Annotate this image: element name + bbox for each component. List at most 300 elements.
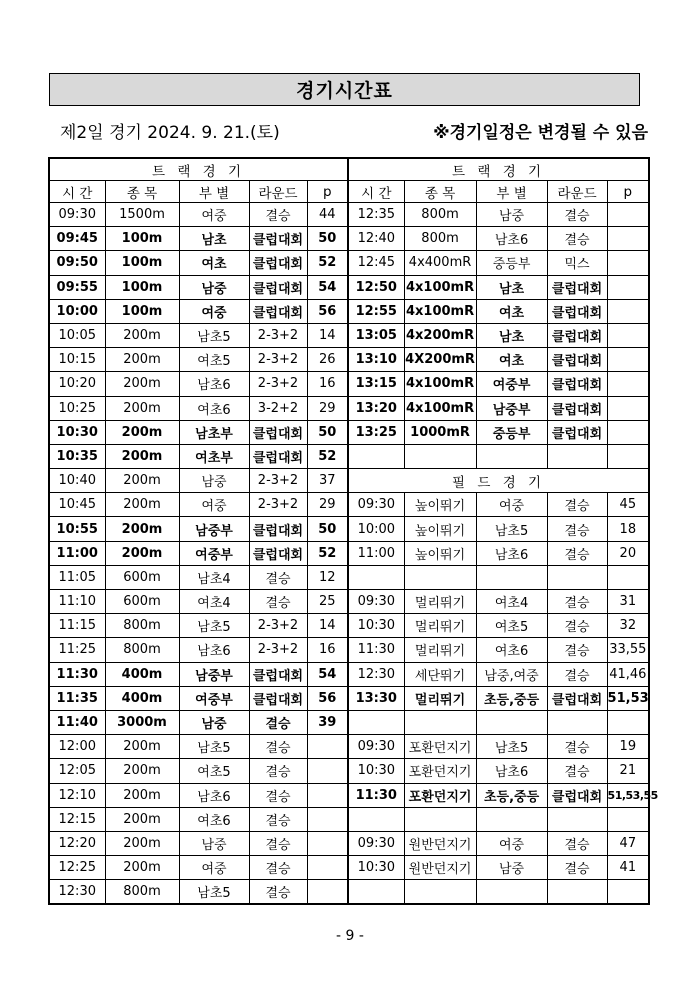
- event-cell: 멀리뛰기: [404, 590, 476, 614]
- table-row: [49, 348, 649, 372]
- time-cell: 10:30: [49, 420, 105, 444]
- page-cell: [307, 856, 348, 880]
- event-cell: 포환던지기: [404, 735, 476, 759]
- division-cell: 여초6: [179, 396, 249, 420]
- division-cell: 중등부: [476, 420, 547, 444]
- time-cell: 13:20: [348, 396, 404, 420]
- page-cell: [607, 710, 649, 734]
- column-header-row: [49, 181, 649, 203]
- division-cell: 남중부: [179, 517, 249, 541]
- division-cell: [476, 807, 547, 831]
- column-header: 시 간: [49, 181, 105, 203]
- event-cell: [404, 565, 476, 589]
- time-cell: 09:30: [348, 735, 404, 759]
- round-cell: 클럽대회: [249, 517, 307, 541]
- round-cell: 결승: [547, 493, 607, 517]
- round-cell: 클럽대회: [547, 323, 607, 347]
- table-row: [49, 323, 649, 347]
- round-cell: 결승: [249, 203, 307, 227]
- table-row: [49, 203, 649, 227]
- division-cell: 남초6: [179, 638, 249, 662]
- division-cell: 여중부: [179, 686, 249, 710]
- page-cell: 21: [607, 759, 649, 783]
- table-row: [49, 251, 649, 275]
- table-row: [49, 783, 649, 807]
- event-cell: 100m: [105, 275, 179, 299]
- division-cell: 남중부: [476, 396, 547, 420]
- division-cell: 남초6: [476, 541, 547, 565]
- event-cell: 800m: [105, 880, 179, 905]
- event-cell: 100m: [105, 227, 179, 251]
- table-row: [49, 565, 649, 589]
- page-cell: 51,53: [607, 686, 649, 710]
- event-cell: 4x100mR: [404, 275, 476, 299]
- column-header: 부 별: [476, 181, 547, 203]
- page-cell: [307, 807, 348, 831]
- event-cell: [404, 444, 476, 468]
- time-cell: 11:40: [49, 710, 105, 734]
- division-cell: 중등부: [476, 251, 547, 275]
- page-cell: [607, 251, 649, 275]
- event-cell: 1500m: [105, 203, 179, 227]
- page-cell: [607, 227, 649, 251]
- event-cell: 200m: [105, 372, 179, 396]
- event-cell: 멀리뛰기: [404, 686, 476, 710]
- event-cell: 800m: [105, 614, 179, 638]
- page-cell: [307, 880, 348, 905]
- time-cell: 11:15: [49, 614, 105, 638]
- event-cell: 200m: [105, 735, 179, 759]
- round-cell: 2-3+2: [249, 372, 307, 396]
- time-cell: [348, 807, 404, 831]
- page-cell: [307, 735, 348, 759]
- round-cell: 2-3+2: [249, 493, 307, 517]
- page-cell: 47: [607, 831, 649, 855]
- table-row: [49, 299, 649, 323]
- division-cell: 남중: [179, 469, 249, 493]
- page-cell: 33,55: [607, 638, 649, 662]
- division-cell: 여초5: [179, 759, 249, 783]
- event-cell: 4X200mR: [404, 348, 476, 372]
- division-cell: 여중: [476, 493, 547, 517]
- event-cell: 200m: [105, 541, 179, 565]
- event-cell: 200m: [105, 348, 179, 372]
- event-cell: 4x200mR: [404, 323, 476, 347]
- time-cell: 12:45: [348, 251, 404, 275]
- table-row: [49, 420, 649, 444]
- round-cell: 결승: [547, 735, 607, 759]
- round-cell: 클럽대회: [547, 275, 607, 299]
- event-cell: 200m: [105, 517, 179, 541]
- round-cell: 믹스: [547, 251, 607, 275]
- table-row: [49, 710, 649, 734]
- event-cell: 200m: [105, 469, 179, 493]
- time-cell: 12:35: [348, 203, 404, 227]
- division-cell: [476, 565, 547, 589]
- page-cell: 18: [607, 517, 649, 541]
- page-cell: [307, 831, 348, 855]
- division-cell: [476, 710, 547, 734]
- round-cell: 2-3+2: [249, 348, 307, 372]
- time-cell: 12:15: [49, 807, 105, 831]
- time-cell: 10:40: [49, 469, 105, 493]
- page-cell: [607, 396, 649, 420]
- page-cell: 45: [607, 493, 649, 517]
- page-cell: 50: [307, 517, 348, 541]
- page-cell: 16: [307, 372, 348, 396]
- time-cell: 13:15: [348, 372, 404, 396]
- page-cell: [607, 444, 649, 468]
- event-cell: [404, 710, 476, 734]
- table-row: [49, 372, 649, 396]
- round-cell: 결승: [547, 203, 607, 227]
- event-cell: 200m: [105, 396, 179, 420]
- time-cell: 11:25: [49, 638, 105, 662]
- page-cell: [607, 348, 649, 372]
- division-cell: 여중: [179, 299, 249, 323]
- page-cell: 14: [307, 323, 348, 347]
- round-cell: 클럽대회: [547, 396, 607, 420]
- division-cell: 남초: [179, 227, 249, 251]
- event-cell: 200m: [105, 493, 179, 517]
- table-row: [49, 662, 649, 686]
- event-cell: [404, 807, 476, 831]
- page-cell: 52: [307, 444, 348, 468]
- event-cell: 원반던지기: [404, 856, 476, 880]
- column-header: 종 목: [404, 181, 476, 203]
- page-cell: 29: [307, 396, 348, 420]
- time-cell: [348, 880, 404, 905]
- column-header: 라운드: [547, 181, 607, 203]
- time-cell: 12:00: [49, 735, 105, 759]
- round-cell: 클럽대회: [547, 420, 607, 444]
- page-cell: [307, 759, 348, 783]
- event-cell: 400m: [105, 662, 179, 686]
- time-cell: 09:30: [49, 203, 105, 227]
- right-track-header: 트 랙 경 기: [348, 158, 649, 181]
- page-title: 경기시간표: [49, 73, 640, 106]
- time-cell: 12:20: [49, 831, 105, 855]
- page-cell: 51,53,55: [607, 783, 649, 807]
- event-cell: 포환던지기: [404, 759, 476, 783]
- page-cell: 12: [307, 565, 348, 589]
- event-cell: 4x100mR: [404, 299, 476, 323]
- table-row: [49, 856, 649, 880]
- time-cell: 10:20: [49, 372, 105, 396]
- schedule-table: [48, 157, 658, 905]
- table-row: [49, 614, 649, 638]
- section-header-row: [49, 158, 649, 181]
- time-cell: 12:40: [348, 227, 404, 251]
- round-cell: 2-3+2: [249, 323, 307, 347]
- round-cell: 결승: [249, 831, 307, 855]
- round-cell: 결승: [547, 638, 607, 662]
- column-header: 시 간: [348, 181, 404, 203]
- page-cell: 39: [307, 710, 348, 734]
- time-cell: 09:55: [49, 275, 105, 299]
- time-cell: 11:00: [348, 541, 404, 565]
- column-header: 부 별: [179, 181, 249, 203]
- division-cell: 남초6: [179, 372, 249, 396]
- time-cell: 10:05: [49, 323, 105, 347]
- field-events-header: 필 드 경 기: [348, 469, 649, 493]
- column-header: 라운드: [249, 181, 307, 203]
- page-number: - 9 -: [336, 928, 364, 944]
- round-cell: 결승: [249, 710, 307, 734]
- division-cell: 남초4: [179, 565, 249, 589]
- round-cell: 결승: [249, 856, 307, 880]
- event-cell: 200m: [105, 420, 179, 444]
- event-cell: 200m: [105, 856, 179, 880]
- time-cell: 10:55: [49, 517, 105, 541]
- round-cell: 클럽대회: [249, 420, 307, 444]
- event-cell: 원반던지기: [404, 831, 476, 855]
- round-cell: 클럽대회: [249, 541, 307, 565]
- division-cell: 남중: [476, 856, 547, 880]
- time-cell: 09:30: [348, 590, 404, 614]
- round-cell: 결승: [249, 565, 307, 589]
- time-cell: 10:45: [49, 493, 105, 517]
- time-cell: 10:15: [49, 348, 105, 372]
- page-cell: 14: [307, 614, 348, 638]
- page-cell: 19: [607, 735, 649, 759]
- round-cell: 클럽대회: [249, 299, 307, 323]
- table-row: [49, 493, 649, 517]
- table-row: [49, 638, 649, 662]
- page-cell: [607, 299, 649, 323]
- division-cell: 여초4: [179, 590, 249, 614]
- time-cell: 12:30: [348, 662, 404, 686]
- page-cell: 41: [607, 856, 649, 880]
- division-cell: 남초6: [179, 783, 249, 807]
- time-cell: [348, 710, 404, 734]
- time-cell: [348, 565, 404, 589]
- page-cell: 52: [307, 541, 348, 565]
- round-cell: 2-3+2: [249, 614, 307, 638]
- event-cell: 세단뛰기: [404, 662, 476, 686]
- schedule-change-note: ※경기일정은 변경될 수 있음: [433, 123, 648, 143]
- division-cell: 여중: [179, 493, 249, 517]
- round-cell: [547, 880, 607, 905]
- time-cell: 11:10: [49, 590, 105, 614]
- division-cell: 남초5: [179, 323, 249, 347]
- event-cell: 3000m: [105, 710, 179, 734]
- time-cell: 10:00: [348, 517, 404, 541]
- page-cell: 56: [307, 299, 348, 323]
- event-date-subtitle: 제2일 경기 2024. 9. 21.(토): [60, 123, 280, 143]
- event-cell: 800m: [404, 227, 476, 251]
- division-cell: 남초5: [179, 735, 249, 759]
- event-cell: 200m: [105, 831, 179, 855]
- round-cell: 클럽대회: [249, 444, 307, 468]
- round-cell: 클럽대회: [249, 275, 307, 299]
- table-row: [49, 807, 649, 831]
- time-cell: 09:45: [49, 227, 105, 251]
- event-cell: 200m: [105, 807, 179, 831]
- division-cell: 초등,중등: [476, 686, 547, 710]
- division-cell: 초등,중등: [476, 783, 547, 807]
- division-cell: 여초6: [476, 638, 547, 662]
- round-cell: [547, 710, 607, 734]
- page-cell: [607, 880, 649, 905]
- event-cell: 800m: [404, 203, 476, 227]
- page-cell: [607, 807, 649, 831]
- division-cell: 여초: [476, 299, 547, 323]
- division-cell: 여초6: [179, 807, 249, 831]
- page-cell: 44: [307, 203, 348, 227]
- page-cell: 32: [607, 614, 649, 638]
- division-cell: 남초6: [476, 227, 547, 251]
- round-cell: 클럽대회: [547, 299, 607, 323]
- division-cell: 여초5: [476, 614, 547, 638]
- round-cell: 결승: [547, 614, 607, 638]
- time-cell: 12:10: [49, 783, 105, 807]
- event-cell: 200m: [105, 323, 179, 347]
- left-track-header: 트 랙 경 기: [49, 158, 348, 181]
- time-cell: 10:30: [348, 856, 404, 880]
- division-cell: 남중,여중: [476, 662, 547, 686]
- page-cell: 29: [307, 493, 348, 517]
- division-cell: 여중부: [476, 372, 547, 396]
- event-cell: 1000mR: [404, 420, 476, 444]
- page-cell: 31: [607, 590, 649, 614]
- event-cell: 400m: [105, 686, 179, 710]
- time-cell: 09:30: [348, 831, 404, 855]
- page-cell: [607, 203, 649, 227]
- round-cell: 결승: [547, 227, 607, 251]
- division-cell: 여중: [476, 831, 547, 855]
- division-cell: 남초5: [476, 735, 547, 759]
- time-cell: 12:05: [49, 759, 105, 783]
- round-cell: [547, 807, 607, 831]
- round-cell: 3-2+2: [249, 396, 307, 420]
- time-cell: 10:30: [348, 614, 404, 638]
- event-cell: 높이뛰기: [404, 493, 476, 517]
- division-cell: 남중: [179, 831, 249, 855]
- table-row: [49, 880, 649, 905]
- table-row: [49, 831, 649, 855]
- event-cell: 멀리뛰기: [404, 638, 476, 662]
- division-cell: 남초6: [476, 759, 547, 783]
- event-cell: 100m: [105, 251, 179, 275]
- time-cell: [348, 444, 404, 468]
- round-cell: 클럽대회: [547, 783, 607, 807]
- page-cell: 16: [307, 638, 348, 662]
- time-cell: 11:05: [49, 565, 105, 589]
- page-cell: 37: [307, 469, 348, 493]
- table-row: [49, 275, 649, 299]
- page-cell: 20: [607, 541, 649, 565]
- round-cell: 결승: [547, 831, 607, 855]
- division-cell: 여중: [179, 203, 249, 227]
- column-header: p: [307, 181, 348, 203]
- time-cell: 11:00: [49, 541, 105, 565]
- round-cell: 클럽대회: [547, 348, 607, 372]
- table-row: [49, 541, 649, 565]
- event-cell: 100m: [105, 299, 179, 323]
- round-cell: 클럽대회: [249, 662, 307, 686]
- table-row: [49, 517, 649, 541]
- table-row: [49, 396, 649, 420]
- round-cell: 클럽대회: [547, 372, 607, 396]
- division-cell: 여초: [179, 251, 249, 275]
- event-cell: 600m: [105, 590, 179, 614]
- time-cell: 11:30: [348, 783, 404, 807]
- round-cell: 결승: [547, 541, 607, 565]
- round-cell: 결승: [249, 759, 307, 783]
- time-cell: 10:25: [49, 396, 105, 420]
- event-cell: 200m: [105, 783, 179, 807]
- event-cell: 800m: [105, 638, 179, 662]
- event-cell: 4x100mR: [404, 372, 476, 396]
- time-cell: 09:50: [49, 251, 105, 275]
- division-cell: 남초5: [179, 614, 249, 638]
- time-cell: 11:30: [348, 638, 404, 662]
- division-cell: 남중부: [179, 662, 249, 686]
- time-cell: 13:05: [348, 323, 404, 347]
- table-row: [49, 227, 649, 251]
- page-cell: 26: [307, 348, 348, 372]
- page-cell: 50: [307, 420, 348, 444]
- event-cell: 높이뛰기: [404, 541, 476, 565]
- round-cell: 결승: [249, 807, 307, 831]
- division-cell: 남초: [476, 275, 547, 299]
- time-cell: 10:00: [49, 299, 105, 323]
- time-cell: 10:35: [49, 444, 105, 468]
- round-cell: 클럽대회: [249, 227, 307, 251]
- table-row: [49, 444, 649, 468]
- time-cell: 09:30: [348, 493, 404, 517]
- division-cell: 남중: [179, 275, 249, 299]
- event-cell: 4x400mR: [404, 251, 476, 275]
- event-cell: 200m: [105, 759, 179, 783]
- division-cell: 여초4: [476, 590, 547, 614]
- event-cell: 포환던지기: [404, 783, 476, 807]
- round-cell: [547, 444, 607, 468]
- division-cell: 여중: [179, 856, 249, 880]
- time-cell: 12:55: [348, 299, 404, 323]
- round-cell: 결승: [547, 856, 607, 880]
- time-cell: 12:25: [49, 856, 105, 880]
- round-cell: 결승: [547, 759, 607, 783]
- round-cell: 결승: [249, 880, 307, 905]
- event-cell: 4x100mR: [404, 396, 476, 420]
- table-row: [49, 759, 649, 783]
- round-cell: [547, 565, 607, 589]
- time-cell: 11:30: [49, 662, 105, 686]
- page-cell: 56: [307, 686, 348, 710]
- table-row: [49, 686, 649, 710]
- division-cell: 남초5: [179, 880, 249, 905]
- division-cell: [476, 444, 547, 468]
- time-cell: 11:35: [49, 686, 105, 710]
- page-cell: 25: [307, 590, 348, 614]
- division-cell: [476, 880, 547, 905]
- page-cell: 41,46: [607, 662, 649, 686]
- time-cell: 13:10: [348, 348, 404, 372]
- time-cell: 10:30: [348, 759, 404, 783]
- division-cell: 남중: [476, 203, 547, 227]
- round-cell: 클럽대회: [249, 251, 307, 275]
- round-cell: 결승: [249, 735, 307, 759]
- page-cell: 54: [307, 662, 348, 686]
- page-cell: 52: [307, 251, 348, 275]
- page-cell: [307, 783, 348, 807]
- division-cell: 여중부: [179, 541, 249, 565]
- round-cell: 클럽대회: [249, 686, 307, 710]
- round-cell: 결승: [547, 517, 607, 541]
- time-cell: 12:30: [49, 880, 105, 905]
